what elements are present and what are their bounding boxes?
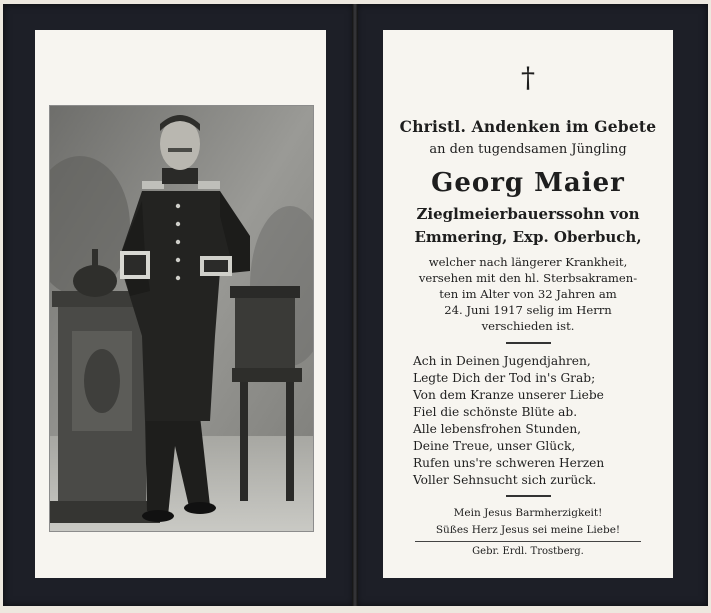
divider <box>506 342 551 344</box>
remembrance-heading: Christl. Andenken im Gebete <box>399 117 657 136</box>
poem-line: Fiel die schönste Blüte ab. <box>413 405 578 419</box>
death-notice-line: versehen mit den hl. Sterbsakramen- <box>418 271 638 285</box>
place-line: Emmering, Exp. Oberbuch, <box>414 228 642 246</box>
death-notice-line: 24. Juni 1917 selig im Herrn <box>444 303 612 317</box>
divider <box>415 541 641 542</box>
printer-credit: Gebr. Erdl. Trostberg. <box>472 546 584 557</box>
death-notice-line: ten im Alter von 32 Jahren am <box>439 287 617 301</box>
poem-line: Alle lebensfrohen Stunden, <box>413 422 582 436</box>
occupation-line: Zieglmeierbauerssohn von <box>416 205 640 223</box>
prayer-line: Süßes Herz Jesus sei meine Liebe! <box>435 524 621 536</box>
cross-icon: † <box>521 61 535 94</box>
poem-line: Von dem Kranze unserer Liebe <box>413 388 604 402</box>
poem-line: Voller Sehnsucht sich zurück. <box>413 473 597 487</box>
youth-line: an den tugendsamen Jüngling <box>429 142 627 157</box>
deceased-name: Georg Maier <box>431 168 625 198</box>
prayer-line: Mein Jesus Barmherzigkeit! <box>453 507 603 519</box>
poem-line: Deine Treue, unser Glück, <box>413 439 576 453</box>
memorial-poem <box>413 353 653 489</box>
poem-line: Legte Dich der Tod in's Grab; <box>413 371 596 385</box>
portrait-photo <box>49 105 314 532</box>
death-notice-line: verschieden ist. <box>481 319 575 333</box>
portrait-image <box>50 106 313 531</box>
poem-line: Ach in Deinen Jugendjahren, <box>413 354 591 368</box>
death-notice-line: welcher nach längerer Krankheit, <box>428 255 628 269</box>
divider <box>506 495 551 497</box>
poem-line: Rufen uns're schweren Herzen <box>413 456 605 470</box>
card-fold <box>352 4 358 606</box>
obituary-text <box>383 30 673 578</box>
death-notice <box>401 254 655 334</box>
